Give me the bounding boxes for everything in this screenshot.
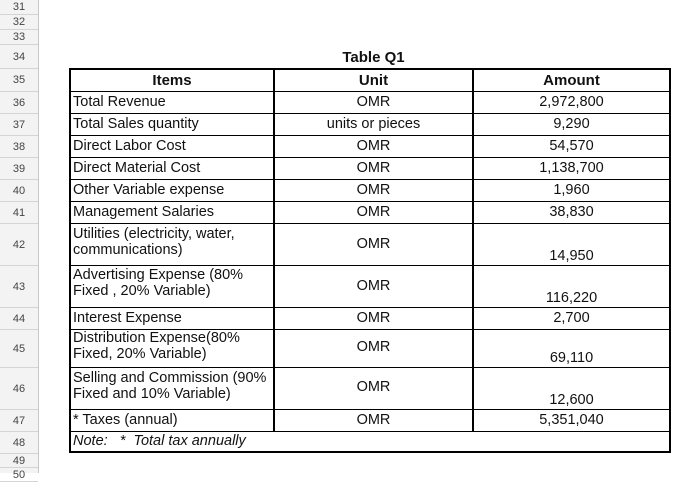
cell-unit[interactable]: OMR xyxy=(356,277,391,294)
cell-item-line: Distribution Expense(80% xyxy=(73,330,240,346)
cell-item[interactable] xyxy=(71,224,273,265)
cell-amount[interactable]: 38,830 xyxy=(549,204,594,220)
cell-amount[interactable]: 1,138,700 xyxy=(539,160,604,176)
row-number[interactable]: 50 xyxy=(0,468,38,482)
table-title[interactable]: Table Q1 xyxy=(342,49,405,66)
row-number[interactable]: 39 xyxy=(0,158,38,180)
cell-item[interactable]: Management Salaries xyxy=(73,204,215,220)
cell-item-line: Fixed , 20% Variable) xyxy=(73,283,211,299)
cell-amount[interactable]: 69,110 xyxy=(549,350,594,366)
cell-item-line: Fixed, 20% Variable) xyxy=(73,346,207,362)
row-number[interactable]: 45 xyxy=(0,330,38,368)
row-number[interactable]: 44 xyxy=(0,308,38,330)
cell-item[interactable] xyxy=(71,330,273,367)
cell-amount[interactable]: 116,220 xyxy=(545,290,598,306)
cell-unit[interactable]: OMR xyxy=(356,378,391,395)
cell-item-line: Utilities (electricity, water, xyxy=(73,226,235,242)
cell-amount[interactable]: 1,960 xyxy=(553,182,590,198)
row-number[interactable]: 34 xyxy=(0,45,38,69)
cell-item[interactable] xyxy=(71,266,273,307)
cell-unit[interactable]: OMR xyxy=(356,310,391,326)
cell-amount[interactable]: 9,290 xyxy=(553,116,590,132)
header-unit[interactable]: Unit xyxy=(358,72,389,89)
row-number[interactable]: 32 xyxy=(0,15,38,30)
row-number[interactable]: 40 xyxy=(0,180,38,202)
cell-amount[interactable]: 2,700 xyxy=(553,310,590,326)
cell-unit[interactable]: OMR xyxy=(356,235,391,252)
cell-item-line: Selling and Commission (90% xyxy=(73,370,267,386)
row-number[interactable]: 36 xyxy=(0,92,38,114)
cell-item[interactable]: Direct Labor Cost xyxy=(73,138,186,154)
row-number[interactable]: 33 xyxy=(0,30,38,45)
row-number[interactable]: 38 xyxy=(0,136,38,158)
cell-item[interactable]: * Taxes (annual) xyxy=(73,412,178,428)
header-amount[interactable]: Amount xyxy=(543,72,600,89)
cell-amount[interactable]: 2,972,800 xyxy=(539,94,604,110)
table-note[interactable]: Note: * Total tax annually xyxy=(73,433,246,449)
cell-unit[interactable]: OMR xyxy=(356,204,391,220)
cell-unit[interactable]: OMR xyxy=(356,182,391,198)
row-number[interactable]: 42 xyxy=(0,224,38,266)
cell-item-line: Advertising Expense (80% xyxy=(73,267,244,283)
row-number[interactable]: 49 xyxy=(0,454,38,468)
cell-item[interactable] xyxy=(71,368,273,409)
cell-unit[interactable]: OMR xyxy=(356,138,391,154)
cell-item[interactable]: Direct Material Cost xyxy=(73,160,201,176)
cell-amount[interactable]: 5,351,040 xyxy=(539,412,604,428)
cell-amount[interactable]: 12,600 xyxy=(549,392,594,408)
row-number[interactable]: 41 xyxy=(0,202,38,224)
table-border-right xyxy=(669,68,671,453)
row-number[interactable]: 47 xyxy=(0,410,38,432)
row-number[interactable]: 46 xyxy=(0,368,38,410)
cell-unit[interactable]: OMR xyxy=(356,338,391,355)
cell-item[interactable]: Total Revenue xyxy=(73,94,166,110)
cell-item[interactable]: Other Variable expense xyxy=(73,182,225,198)
header-items[interactable]: Items xyxy=(152,72,192,89)
cell-item[interactable]: Interest Expense xyxy=(73,310,182,326)
row-number[interactable]: 48 xyxy=(0,432,38,454)
cell-item-line: communications) xyxy=(73,242,183,258)
table-border-bottom xyxy=(69,451,671,453)
cell-unit[interactable]: OMR xyxy=(356,94,391,110)
row-number[interactable]: 37 xyxy=(0,114,38,136)
cell-item-line: Fixed and 10% Variable) xyxy=(73,386,231,402)
row-number[interactable]: 43 xyxy=(0,266,38,308)
cell-amount[interactable]: 14,950 xyxy=(549,248,594,264)
row-number[interactable]: 35 xyxy=(0,69,38,92)
cell-unit[interactable]: units or pieces xyxy=(326,116,421,132)
cell-unit[interactable]: OMR xyxy=(356,412,391,428)
cell-amount[interactable]: 54,570 xyxy=(549,138,594,154)
row-header-column xyxy=(0,0,39,481)
cell-item[interactable]: Total Sales quantity xyxy=(73,116,199,132)
row-number[interactable]: 31 xyxy=(0,0,38,15)
cell-unit[interactable]: OMR xyxy=(356,160,391,176)
